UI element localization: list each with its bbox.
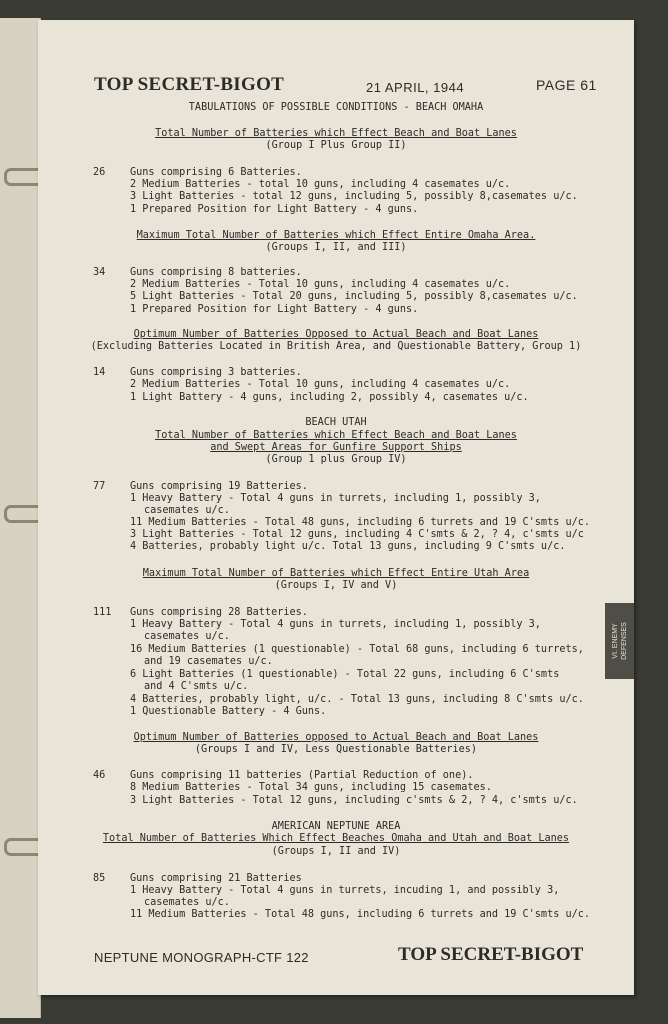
- detail-line: 3 Light Batteries - Total 12 guns, including c'smts & 2, ? 4, c'smts u/c.: [130, 795, 578, 806]
- section-heading: Optimum Number of Batteries Opposed to Actual Beach and Boat Lanes: [133, 329, 539, 340]
- section-heading: Maximum Total Number of Batteries which Effect Entire Omaha Area.: [136, 230, 536, 241]
- detail-line: 3 Light Batteries - total 12 guns, including 5, possibly 8,casemates u/c.: [130, 191, 578, 202]
- gun-count: 34: [93, 267, 106, 278]
- section-heading: Maximum Total Number of Batteries which Effect Entire Utah Area: [142, 568, 530, 579]
- section-heading: Total Number of Batteries which Effect Beach and Boat Lanes: [155, 430, 517, 441]
- detail-line: 4 Batteries, probably light u/c. Total 13 guns, including 9 C'smts u/c.: [130, 541, 566, 552]
- section-subheading: (Group 1 plus Group IV): [265, 454, 407, 465]
- section-subheading: (Groups I and IV, Less Questionable Batteries): [194, 744, 478, 755]
- gun-count: 46: [93, 770, 106, 781]
- section-heading: Total Number of Batteries Which Effect Beaches Omaha and Utah and Boat Lanes: [102, 833, 570, 844]
- detail-line: 8 Medium Batteries - Total 34 guns, including 15 casemates.: [130, 782, 492, 793]
- detail-line: 2 Medium Batteries - Total 10 guns, including 4 casemates u/c.: [130, 379, 511, 390]
- detail-line: 3 Light Batteries - Total 12 guns, including 4 C'smts & 2, ? 4, c'smts u/c: [130, 529, 584, 540]
- section-heading: Total Number of Batteries which Effect Beach and Boat Lanes: [155, 128, 517, 139]
- section-index-tab[interactable]: [605, 603, 634, 679]
- area-heading: BEACH UTAH: [305, 417, 367, 428]
- section-subheading: (Groups I, IV and V): [274, 580, 398, 591]
- section-heading: and Swept Areas for Gunfire Support Ships: [210, 442, 462, 453]
- header-page-number: PAGE 61: [536, 77, 597, 93]
- section-subheading: (Excluding Batteries Located in British Area, and Questionable Battery, Group 1): [90, 341, 582, 352]
- detail-line: 1 Prepared Position for Light Battery - 4 guns.: [130, 204, 419, 215]
- tab-label-line: VI. ENEMY: [612, 623, 619, 659]
- detail-line: 1 Prepared Position for Light Battery - 4 guns.: [130, 304, 419, 315]
- gun-count: 85: [93, 873, 106, 884]
- header-date: 21 APRIL, 1944: [366, 80, 465, 95]
- detail-line: Guns comprising 28 Batteries.: [130, 607, 308, 618]
- detail-line: 2 Medium Batteries - Total 10 guns, including 4 casemates u/c.: [130, 279, 511, 290]
- section-subheading: (Groups I, II, and III): [265, 242, 407, 253]
- detail-line: casemates u/c.: [144, 631, 230, 642]
- gun-count: 14: [93, 367, 106, 378]
- detail-line: 16 Medium Batteries (1 questionable) - Total 68 guns, including 6 turrets,: [130, 644, 584, 655]
- tab-label-line: DEFENSES: [621, 622, 628, 660]
- detail-line: Guns comprising 8 batteries.: [130, 267, 302, 278]
- area-heading: AMERICAN NEPTUNE AREA: [271, 821, 401, 832]
- header-classification: TOP SECRET-BIGOT: [94, 74, 285, 95]
- detail-line: and 19 casemates u/c.: [144, 656, 273, 667]
- detail-line: 1 Light Battery - 4 guns, including 2, possibly 4, casemates u/c.: [130, 392, 529, 403]
- section-subheading: (Groups I, II and IV): [271, 846, 401, 857]
- section-heading: Optimum Number of Batteries opposed to Actual Beach and Boat Lanes: [133, 732, 539, 743]
- detail-line: Guns comprising 11 batteries (Partial Reduction of one).: [130, 770, 474, 781]
- detail-line: 6 Light Batteries (1 questionable) - Total 22 guns, including 6 C'smts: [130, 669, 560, 680]
- detail-line: casemates u/c.: [144, 897, 230, 908]
- footer-classification: TOP SECRET-BIGOT: [398, 944, 584, 965]
- detail-line: 1 Heavy Battery - Total 4 guns in turrets, including 1, possibly 3,: [130, 619, 541, 630]
- section-index-tab-label: [605, 603, 634, 679]
- detail-line: 2 Medium Batteries - total 10 guns, including 4 casemates u/c.: [130, 179, 511, 190]
- detail-line: Guns comprising 21 Batteries: [130, 873, 302, 884]
- detail-line: Guns comprising 19 Batteries.: [130, 481, 308, 492]
- detail-line: casemates u/c.: [144, 505, 230, 516]
- section-subheading: (Group I Plus Group II): [265, 140, 407, 151]
- detail-line: 1 Heavy Battery - Total 4 guns in turrets, including 1, possibly 3,: [130, 493, 541, 504]
- detail-line: 1 Heavy Battery - Total 4 guns in turrets, incuding 1, and possibly 3,: [130, 885, 560, 896]
- document-title: TABULATIONS OF POSSIBLE CONDITIONS - BEACH OMAHA: [188, 102, 484, 113]
- detail-line: Guns comprising 3 batteries.: [130, 367, 302, 378]
- detail-line: 5 Light Batteries - Total 20 guns, including 5, possibly 8,casemates u/c.: [130, 291, 578, 302]
- document-page: [38, 20, 634, 995]
- gun-count: 77: [93, 481, 106, 492]
- detail-line: 11 Medium Batteries - Total 48 guns, including 6 turrets and 19 C'smts u/c.: [130, 517, 591, 528]
- gun-count: 26: [93, 167, 106, 178]
- gun-count: 111: [93, 607, 112, 618]
- detail-line: 1 Questionable Battery - 4 Guns.: [130, 706, 327, 717]
- detail-line: 11 Medium Batteries - Total 48 guns, including 6 turrets and 19 C'smts u/c.: [130, 909, 591, 920]
- detail-line: Guns comprising 6 Batteries.: [130, 167, 302, 178]
- detail-line: 4 Batteries, probably light, u/c. - Total 13 guns, including 8 C'smts u/c.: [130, 694, 584, 705]
- footer-monograph: NEPTUNE MONOGRAPH-CTF 122: [94, 950, 309, 965]
- detail-line: and 4 C'smts u/c.: [144, 681, 249, 692]
